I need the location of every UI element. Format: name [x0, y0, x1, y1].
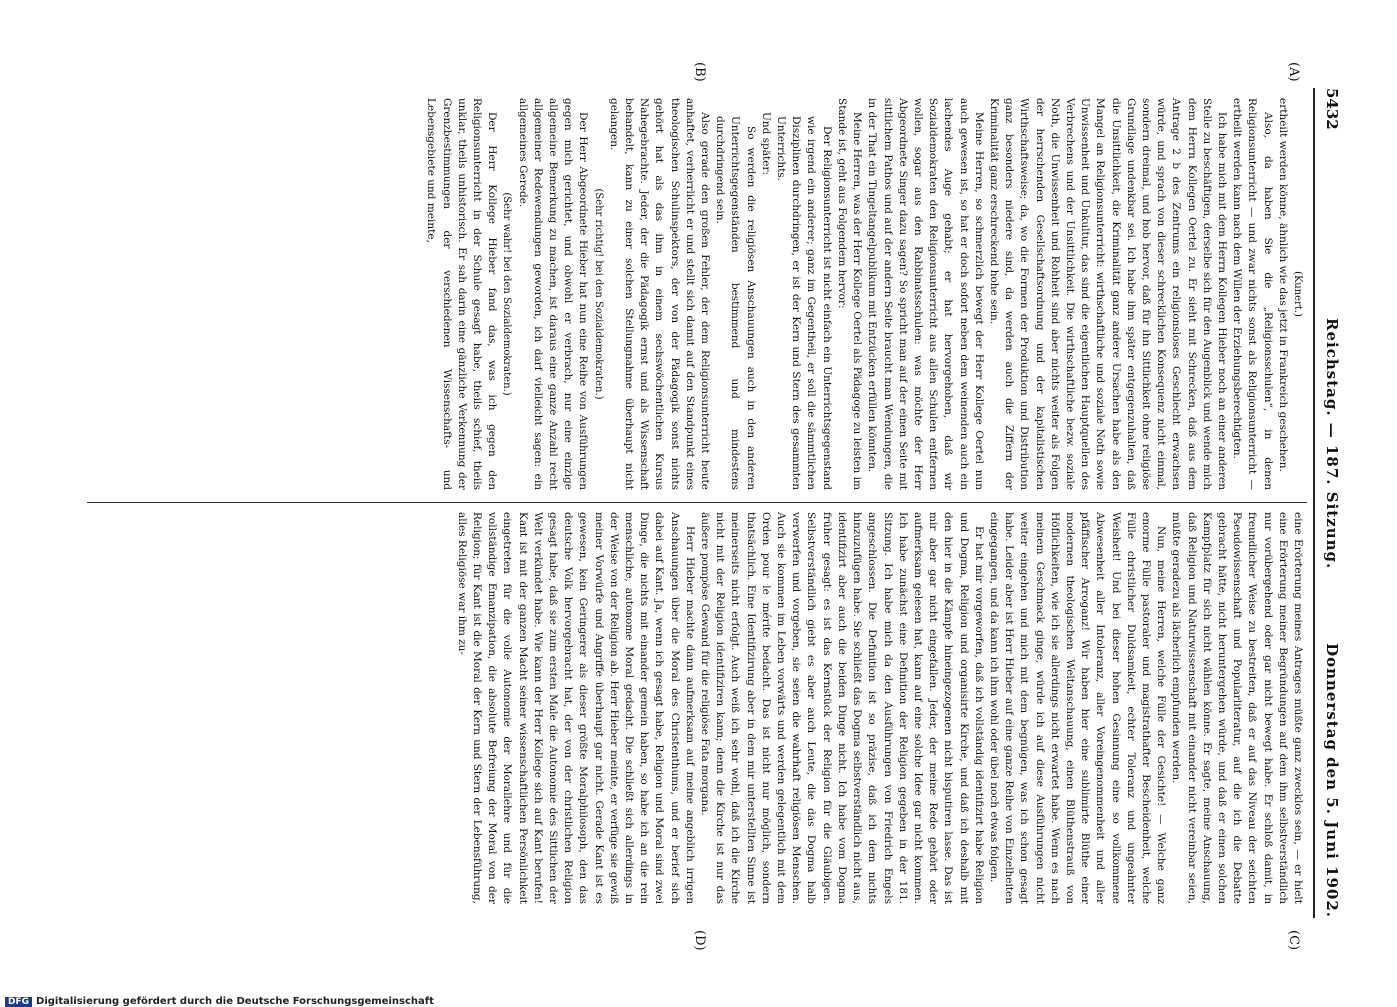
paragraph: Der Herr Abgeordnete Hieber hat nun eine Reihe von Ausführungen gegen mich gerichtet, und obwohl er verbrach, nur eine einzige allgemeine Bemerkung zu machen, ist daraus eine ganze Anzahl recht allgemeiner Redewendungen geworden, ich darf vielleicht sagen: ein allgemeines Gerede.	[516, 98, 590, 490]
paragraph: Also, da haben Sie die „Religionsschulen“, in denen Religionsunterricht — und zwar nichts sonst als Religionsunterricht — ertheilt werden kann nach dem Willen der Erziehungsberechtigten.	[1231, 98, 1274, 490]
quotation: Der Religionsunterricht ist nicht einfach ein Unterrichtsgegenstand wie irgend ein anderer; ganz im Gegentheil, er soll die sämmtlichen Disziplinen durchdringen, er ist der Kern und Stern des gesammten Unterrichts.	[775, 116, 833, 490]
right-column	[454, 512, 1305, 904]
speaker-name: (Kunert.)	[1292, 271, 1303, 317]
paragraph: Nun, meine Herren, welche Fülle der Gesichte! — Welche ganz enorme Fülle pastoraler und magistrathafter Bescheidenheit, welche Fülle christlicher Duldsamkeit, echter Toleranz und ungeahnter Weisheit! Und bei dieser hohen Gesinnung eine so vollkommene Abwesenheit aller Intoleranz, aller Voreingenommenheit und aller pfäffischer Arroganz! Wir haben hier eine sublimirte Blüthe einer modernen theologischen Weltanschauung, einen Blüthenstrauß von Höflichkeiten, wie ich sie allerdings nicht erwartet habe. Wenn es nach meinem Geschmack ginge, würde ich auf diese Ausführungen nicht weiter eingehen und mich mit dem begnügen, was ich schon gesagt habe. Leider aber ist Herr Hieber auf eine ganze Reihe von Einzelheiten eingegangen, und da kann ich ihm wohl oder übel noch etwas folgen.	[987, 512, 1168, 904]
paragraph: Also gerade den großen Fehler, der dem Religionsunterricht heute anhaftet, verherrlicht er und stellt sich damit auf den Standpunkt eines theologischen Schulinspektors, der von der Pädagogik sonst nichts gehört hat als das ihm in einem sechswöchentlichen Kursus Nahegebrachte. Jeder, der die Pädagogik ernst und als Wissenschaft behandelt, kann zu einer solchen Stellungnahme überhaupt nicht gelangen.	[607, 98, 712, 490]
margin-marker-d: (D)	[692, 930, 707, 951]
margin-marker-b: (B)	[692, 62, 707, 82]
paragraph: eine Erörterung meines Antrages müßte ganz zwecklos sein, — er hielt eine Erörterung meiner Begründungen auf dem ihm selbstverständlich nur vorübergehend oder gar nicht bewegt habe. Er schloß damit, in freundlicher Weise zu bestreiten, daß er auf das Niveau der seichten Pseudowissenschaft und Popularliteratur, auf die ich die Debatte gebracht hätte, nicht heruntergehen würde, und daß er einen solchen Kampfplatz für sich nicht wählen könne. Er sagte, meine Anschauung, daß Religion und Naturwissenschaft mit einander nicht vereinbar seien, müßte geradezu als lächerlich empfunden werden.	[1170, 512, 1304, 904]
paragraph: Herr Hieber machte dann aufmerksam auf meine angeblich irrigen Anschauungen über die Moral des Christenthums, und er berief sich dabei auf Kant. Ja, wenn ich gesagt habe, Religion und Moral sind zwei Dinge, die nichts mit einander gemein haben, so habe ich an die rein menschliche, autonome Moral gedacht. Die schließt sich allerdings in der Weise von der Religion ab. Herr Hieber meinte, er verfüge sie gewiß meiner Vorwürfe und Angriffe überhaupt gar nicht. Gerade Kant ist es gewesen, kein Geringerer als dieser größte Moralphilosoph, den das deutsche Volk hervorgebracht hat, der von der christlichen Religion gesagt habe, daß sie zum ersten Male die Autonomie des Sittlichen der Welt verkündet habe. Wie kann der Herr Kollege sich auf Kant berufen! Kant ist mit der ganzen Macht seiner wissenschaftlichen Persönlichkeit eingetreten für die volle Autonomie der Morallehre und für die vollständige Emanzipation, die absolute Befreiung der Moral von der Religion; für Kant ist die Moral der Kern und Stern der Lebensführung, alles Religiöse war ihm zu-	[455, 512, 696, 904]
page-header	[1317, 88, 1341, 918]
paragraph: Meine Herren, was der Herr Kollege Oertel als Pädagoge zu leisten im Stande ist, geht aus Folgendem hervor:	[835, 98, 864, 490]
paragraph: ertheilt werden könne, ähnlich wie das jetzt in Frankreich geschehen.	[1276, 98, 1289, 472]
session-title: Reichstag. — 187. Sitzung.	[1323, 318, 1341, 570]
interjection: (Sehr wahr! bei den Sozialdemokraten.)	[501, 192, 513, 396]
interjection: (Sehr richtig! bei den Sozialdemokraten.)	[592, 188, 604, 400]
margin-marker-c: (C)	[1286, 930, 1301, 951]
paragraph: Und später:	[759, 112, 772, 176]
header-rule	[1313, 88, 1315, 918]
dfg-logo: DFG	[5, 997, 32, 1007]
paragraph: Der Herr Kollege Hieber fand das, was ich gegen den Religionsunterricht in der Schule gesagt habe, theils schief, theils unklar, theils unhistorisch. Er sah darin eine gänzliche Verkennung der Grenzbestimmungen der verschiedenen Wissenschafts- und Lebensgebiete und meinte,	[425, 98, 499, 490]
page-number: 5432	[1323, 88, 1341, 130]
paragraph: Er hat mir vorgeworfen, daß ich vollständig identifizirt habe Religion und Dogma, Religion und organisirte Kirche, und daß ich deshalb mit den hier in die Kämpfe hineingezogenen nicht bisputiren lasse. Das ist mir aber gar nicht eingefallen. Jeder, der meine Rede gehört oder aufmerksam gelesen hat, kann auf eine solche Idee gar nicht kommen. Ich habe zunächst eine Definition der Religion gegeben in der 181. Sitzung. Ich habe mich da den Ausführungen von Friedrich Engels angeschlossen. Die Definition ist so präzise, daß ich dem nichts hinzuzufügen habe. Sie schließt das Dogma selbstverständlich nicht aus, identifizirt aber auch die beiden Dinge nicht. Ich habe vom Dogma früher gesagt: es ist das Kernstück der Religion für die Gläubigen. Selbstverständlich giebt es aber auch Leute, die das Dogma halb verwerfen und vorgeben, sie seien die wahrhaft religiösen Menschen. Auch sie kommen im Leben vorwärts und werden gelegentlich mit dem Orden pour le mérite bedacht. Das ist nicht nur möglich, sondern thatsächlich. Eine Identifizirung aber in dem mir unterstellten Sinne ist meinerseits nicht erfolgt. Auch weiß ich sehr wohl, daß ich die Kirche nicht mit der Religion identifiziren kann; denn die Kirche ist nur das äußere pompöse Gewand für die religiöse Fata morgana.	[699, 512, 985, 904]
margin-marker-a: (A)	[1286, 62, 1301, 82]
digitization-credit	[5, 996, 1005, 1007]
paragraph: Meine Herren, so schmerzlich bewegt der Herr Kollege Oertel nun auch gewesen ist, so hat er doch sofort neben dem weinenden auch ein lachendes Auge gehabt; er hat hervorgehoben, daß wir Sozialdemokraten den Religionsunterricht aus allen Schulen entfernen wollen, sogar aus den Rabbinatsschulen: was möchte der Herr Abgeordnete Singer dazu sagen? So spricht man auf der einen Seite mit sittlichem Pathos und auf der andern Seite braucht man Wendungen, die in der That ein Tingeltangelpublikum mit Entzücken erfüllen könnten.	[866, 98, 985, 490]
paragraph: Ich habe mich mit dem Herrn Kollegen Hieber noch an einer anderen Stelle zu beschäftigen, derselbe sich für den Augenblick und wende mich dem Herrn Kollegen Oertel zu. Er sieht mit Schrecken, daß aus dem Antrage 2 b des Zentrums ein religionsloses Geschlecht erwachsen würde, und sprach von dieser schrecklichen Konsequenz nicht einmal, sondern dreimal, und hob hervor, daß für ihn Sittlichkeit ohne religiöse Grundlage undenkbar sei. Ich habe ihm später entgegenzuhalten, daß die Unsittlichkeit, die Kriminalität ganz andere Ursachen habe als den Mangel an Religionsunterricht: wirthschaftliche und soziale Noth sowie Unwissenheit und Unkultur, das sind die eigentlichen Hauptquellen des Verbrechens und der Unsittlichkeit. Die wirthschaftliche bezw. soziale Noth, die Unwissenheit und Rohheit sind aber nichts weiter als Folgen der herrschenden Gesellschaftsordnung und der kapitalistischen Wirthschaftsweise; da, wo die Formen der Produktion und Distribution ganz besonders niedere sind, da werden auch die Ziffern der Kriminalität ganz erschreckend hohe sein.	[987, 98, 1228, 490]
credit-text: Digitalisierung gefördert durch die Deutsche Forschungsgemeinschaft	[36, 996, 434, 1007]
column-divider	[87, 502, 1307, 503]
quotation: So werden die religiösen Anschauungen auch in den anderen Unterrichtsgegenständen bestimmend und mindestens durchdringend sein.	[714, 116, 757, 490]
session-date: Donnerstag den 5. Juni 1902.	[1323, 643, 1341, 918]
left-column	[423, 98, 1305, 490]
